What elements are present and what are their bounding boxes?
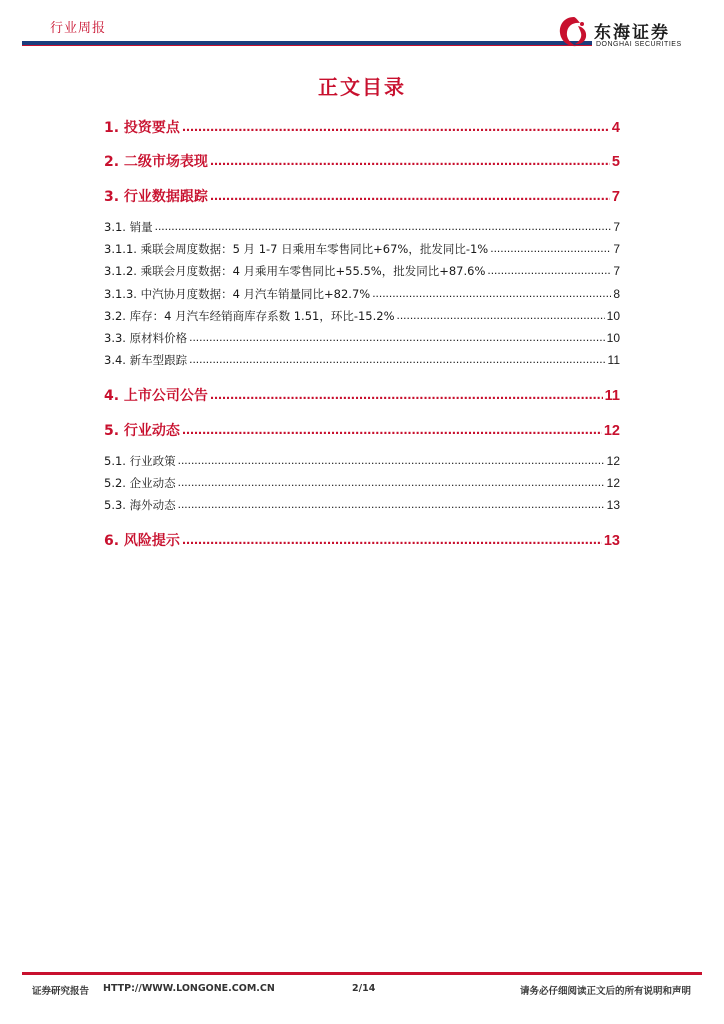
toc-entry-title: 3.1. 销量	[104, 220, 153, 234]
toc-entry[interactable]	[104, 151, 620, 171]
toc-entry-page: 10	[606, 331, 620, 345]
toc-entry-title: 5.3. 海外动态	[104, 498, 176, 512]
toc-dot-leader	[487, 263, 611, 277]
toc-entry-page: 13	[606, 498, 620, 512]
toc-entry-page: 8	[613, 287, 620, 301]
toc-dot-leader	[372, 286, 611, 300]
toc-entry[interactable]	[104, 497, 620, 513]
toc-entry-page: 11	[607, 353, 620, 367]
toc-entry[interactable]	[104, 219, 620, 235]
toc-entry-page: 7	[613, 242, 620, 256]
toc-entry-title: 5.1. 行业政策	[104, 454, 176, 468]
footer-url-link[interactable]: HTTP://WWW.LONGONE.COM.CN	[103, 983, 275, 994]
footer-disclaimer: 请务必仔细阅读正文后的所有说明和声明	[520, 986, 692, 997]
toc-dot-leader	[397, 308, 605, 322]
toc-entry-title: 3.1.2. 乘联会月度数据：4 月乘用车零售同比+55.5%，批发同比+87.6%	[104, 264, 486, 278]
toc-entry-title: 3.1.3. 中汽协月度数据：4 月汽车销量同比+82.7%	[104, 287, 371, 301]
toc-entry-title: 1. 投资要点	[104, 120, 180, 136]
footer-rule	[22, 972, 702, 975]
toc-dot-leader	[178, 497, 605, 511]
toc-entry-title: 3.1.1. 乘联会周度数据：5 月 1-7 日乘用车零售同比+67%，批发同比-1%	[104, 242, 489, 256]
toc-entry[interactable]	[104, 308, 620, 324]
toc-title: 正文目录	[318, 75, 406, 99]
toc-entry[interactable]	[104, 420, 620, 440]
toc-entry-page: 12	[603, 423, 620, 439]
toc-dot-leader	[182, 119, 610, 135]
toc-entry-title: 6. 风险提示	[104, 533, 180, 549]
toc-dot-leader	[490, 241, 611, 255]
toc-entry[interactable]	[104, 241, 620, 257]
toc-entry-page: 4	[611, 120, 620, 136]
report-type-label: 行业周报	[50, 21, 107, 36]
toc-dot-leader	[189, 352, 605, 366]
toc-entry[interactable]	[104, 352, 620, 368]
footer-page-number: 2/14	[352, 983, 376, 994]
toc-dot-leader	[189, 330, 605, 344]
toc-dot-leader	[182, 532, 602, 548]
logo-english-name: DONGHAI SECURITIES	[596, 41, 682, 48]
toc-entry[interactable]	[104, 286, 620, 302]
toc-entry-page: 7	[613, 264, 620, 278]
toc-entry[interactable]	[104, 385, 620, 405]
header-rule	[22, 41, 592, 46]
toc-entry[interactable]	[104, 475, 620, 491]
toc-entry[interactable]	[104, 453, 620, 469]
logo-chinese-name: 东海证券	[594, 23, 670, 43]
toc-entry[interactable]	[104, 117, 620, 137]
toc-dot-leader	[155, 219, 612, 233]
toc-entry-title: 3.4. 新车型跟踪	[104, 353, 188, 367]
toc-dot-leader	[178, 475, 605, 489]
toc-entry[interactable]	[104, 530, 620, 550]
toc-entry-title: 4. 上市公司公告	[104, 388, 208, 404]
toc-dot-leader	[210, 387, 603, 403]
toc-entry-page: 13	[603, 533, 620, 549]
toc-dot-leader	[178, 453, 605, 467]
toc-dot-leader	[182, 422, 602, 438]
toc-entry-page: 7	[611, 189, 620, 205]
toc-entry-page: 12	[606, 476, 620, 490]
toc-entry-page: 10	[606, 309, 620, 323]
toc-entry-page: 11	[604, 388, 620, 404]
toc-entry-title: 2. 二级市场表现	[104, 154, 208, 170]
toc-entry[interactable]	[104, 263, 620, 279]
toc-entry-title: 5. 行业动态	[104, 423, 180, 439]
toc-entry[interactable]	[104, 186, 620, 206]
toc-entry[interactable]	[104, 330, 620, 346]
toc-entry-title: 3.2. 库存：4 月汽车经销商库存系数 1.51，环比-15.2%	[104, 309, 395, 323]
toc-entry-page: 5	[611, 154, 620, 170]
footer-report-label: 证券研究报告	[32, 986, 90, 997]
toc-entry-title: 3.3. 原材料价格	[104, 331, 188, 345]
company-logo	[556, 14, 706, 54]
toc-entry-title: 3. 行业数据跟踪	[104, 189, 208, 205]
toc-dot-leader	[210, 188, 610, 204]
toc-entry-page: 12	[606, 454, 620, 468]
dragon-logo-icon	[556, 14, 592, 50]
toc-dot-leader	[210, 153, 610, 169]
toc-entry-title: 5.2. 企业动态	[104, 476, 176, 490]
toc-entry-page: 7	[613, 220, 620, 234]
